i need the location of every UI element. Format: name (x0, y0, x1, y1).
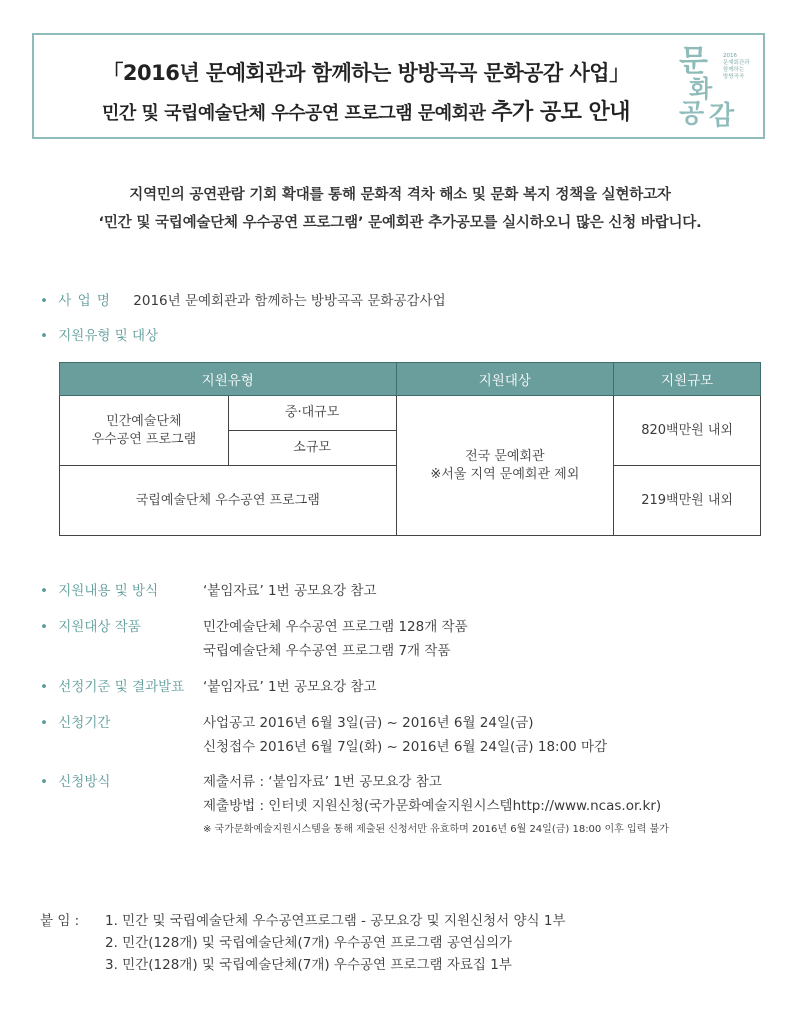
detail-row (40, 675, 184, 695)
title-box (32, 33, 765, 139)
detail-value: 신청접수 2016년 6월 7일(화) ~ 2016년 6월 24일(금) 18:00 마감 (203, 739, 608, 755)
detail-value: 제출서류 : ‘붙임자료’ 1번 공모요강 참고 (203, 774, 442, 790)
detail-row (40, 770, 110, 790)
subtitle-main: 민간 및 국립예술단체 우수공연 프로그램 문예회관 (101, 103, 492, 124)
logo-char-3: 공 (679, 99, 705, 129)
logo-char-1: 문 (679, 44, 708, 79)
detail-label: 선정기준 및 결과발표 (58, 679, 185, 695)
bullet: • (40, 619, 48, 635)
national-group-cell: 국립예술단체 우수공연 프로그램 (60, 466, 397, 536)
logo-small-text: 2016 문예회관과 함께하는 방방곡곡 (723, 53, 750, 80)
page-subtitle (56, 95, 676, 126)
project-row (40, 289, 446, 309)
project-value: 2016년 문예회관과 함께하는 방방곡곡 문화공감사업 (133, 293, 446, 309)
detail-label: 신청기간 (58, 715, 111, 731)
detail-row (40, 579, 158, 599)
scale-private-cell: 820백만원 내외 (614, 396, 761, 466)
bullet: • (40, 293, 48, 309)
detail-value: 사업공고 2016년 6월 3일(금) ~ 2016년 6월 24일(금) (203, 715, 534, 731)
subtitle-emphasis: 추가 공모 안내 (491, 100, 631, 125)
scale-national-cell: 219백만원 내외 (614, 466, 761, 536)
table-row (60, 396, 761, 431)
header-support-scale: 지원규모 (614, 363, 761, 396)
header-support-type: 지원유형 (60, 363, 397, 396)
detail-value: ‘붙임자료’ 1번 공모요강 참고 (203, 679, 377, 695)
attachment-item: 1. 민간 및 국립예술단체 우수공연프로그램 - 공모요강 및 지원신청서 양식 1부 (105, 913, 566, 929)
header-support-target: 지원대상 (396, 363, 614, 396)
support-type-heading-row (40, 324, 158, 344)
detail-value: 제출방법 : 인터넷 지원신청(국가문화예술지원시스템http://www.ncas.or.kr) (203, 798, 662, 814)
intro-line-2: ‘민간 및 국립예술단체 우수공연 프로그램’ 문예회관 추가공모를 실시하오니 많은 신청 바랍니다. (98, 215, 702, 231)
detail-value: 민간예술단체 우수공연 프로그램 128개 작품 (203, 619, 468, 635)
support-table (59, 362, 761, 536)
attachment-item: 2. 민간(128개) 및 국립예술단체(7개) 우수공연 프로그램 공연심의가 (105, 935, 513, 951)
target-cell: 전국 문예회관 ※서울 지역 문예회관 제외 (396, 396, 614, 536)
bullet: • (40, 679, 48, 695)
detail-value: 국립예술단체 우수공연 프로그램 7개 작품 (203, 643, 451, 659)
logo-char-2: 화 (689, 74, 713, 103)
detail-label: 신청방식 (58, 774, 111, 790)
bullet: • (40, 715, 48, 731)
detail-label: 지원대상 작품 (58, 619, 141, 635)
bullet: • (40, 583, 48, 599)
attachment-item: 3. 민간(128개) 및 국립예술단체(7개) 우수공연 프로그램 자료집 1부 (105, 957, 512, 973)
detail-label: 지원내용 및 방식 (58, 583, 159, 599)
apply-note: ※ 국가문화예술지원시스템을 통해 제출된 신청서만 유효하며 2016년 6월 24일(금) 18:00 이후 입력 불가 (203, 824, 669, 835)
bullet: • (40, 328, 48, 344)
detail-value: ‘붙임자료’ 1번 공모요강 참고 (203, 583, 377, 599)
size-small-cell: 소규모 (228, 431, 396, 466)
detail-row (40, 615, 141, 635)
culture-logo (677, 43, 757, 133)
intro-line-1: 지역민의 공연관람 기회 확대를 통해 문화적 격차 해소 및 문화 복지 정책을 실현하고자 (129, 187, 671, 203)
bullet: • (40, 774, 48, 790)
logo-char-4: 감 (709, 101, 735, 131)
project-label: 사 업 명 (58, 293, 111, 309)
support-type-heading: 지원유형 및 대상 (58, 328, 159, 344)
size-large-cell: 중·대규모 (228, 396, 396, 431)
private-group-cell: 민간예술단체 우수공연 프로그램 (60, 396, 229, 466)
attachments-label: 붙 임 : (40, 913, 80, 929)
detail-row (40, 711, 110, 731)
table-header-row (60, 363, 761, 396)
page-title: 「2016년 문예회관과 함께하는 방방곡곡 문화공감 사업」 (102, 61, 630, 85)
